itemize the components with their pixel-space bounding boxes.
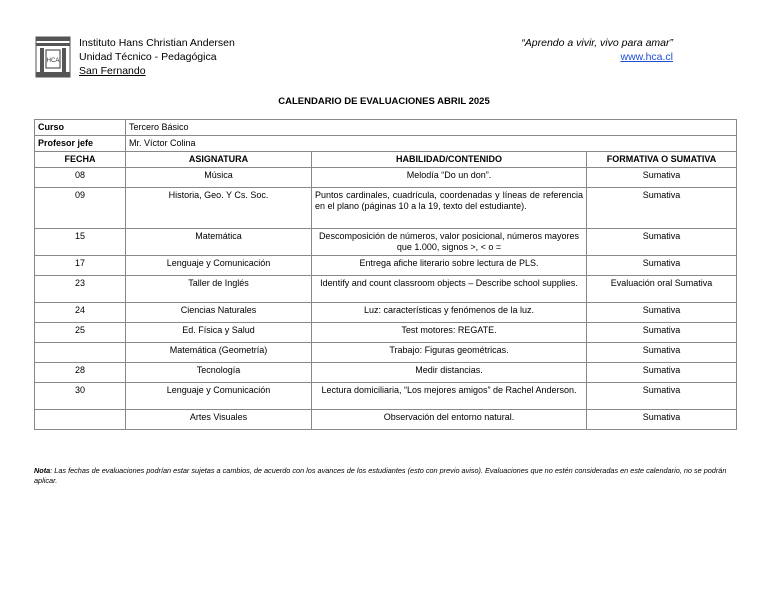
curso-row — [35, 120, 737, 136]
cell-tipo: Sumativa — [587, 303, 737, 323]
cell-asignatura: Ciencias Naturales — [126, 303, 312, 323]
profesor-value: Mr. Víctor Colina — [126, 136, 737, 152]
cell-contenido: Test motores: REGATE. — [312, 323, 587, 343]
cell-asignatura: Lenguaje y Comunicación — [126, 256, 312, 276]
note-text: : Las fechas de evaluaciones podrían estar sujetas a cambios, de acuerdo con los avances de los estudiantes (esto con previo aviso). Evaluaciones que no estén consideradas en este calendario, no se podrán aplicar. — [34, 466, 727, 485]
table-row — [35, 363, 737, 383]
page-title: CALENDARIO DE EVALUACIONES ABRIL 2025 — [278, 96, 490, 107]
column-header-fecha: FECHA — [35, 152, 126, 168]
website-link[interactable]: www.hca.cl — [620, 51, 673, 63]
cell-tipo: Sumativa — [587, 168, 737, 188]
cell-asignatura: Historia, Geo. Y Cs. Soc. — [126, 188, 312, 229]
cell-asignatura: Matemática — [126, 229, 312, 256]
column-header-contenido: HABILIDAD/CONTENIDO — [312, 152, 587, 168]
cell-asignatura: Artes Visuales — [126, 410, 312, 430]
cell-tipo: Evaluación oral Sumativa — [587, 276, 737, 303]
cell-tipo: Sumativa — [587, 343, 737, 363]
table-row — [35, 303, 737, 323]
cell-asignatura: Matemática (Geometría) — [126, 343, 312, 363]
cell-contenido: Melodía “Do un don”. — [312, 168, 587, 188]
cell-asignatura: Lenguaje y Comunicación — [126, 383, 312, 410]
cell-contenido: Observación del entorno natural. — [312, 410, 587, 430]
table-row — [35, 276, 737, 303]
cell-tipo: Sumativa — [587, 188, 737, 229]
cell-asignatura: Tecnología — [126, 363, 312, 383]
cell-contenido: Luz: características y fenómenos de la luz. — [312, 303, 587, 323]
cell-fecha: 17 — [35, 256, 126, 276]
institution-name: Instituto Hans Christian Andersen — [79, 37, 235, 49]
curso-label: Curso — [35, 120, 126, 136]
column-header-asignatura: ASIGNATURA — [126, 152, 312, 168]
evaluation-table — [34, 119, 737, 430]
cell-tipo: Sumativa — [587, 363, 737, 383]
cell-asignatura: Taller de Inglés — [126, 276, 312, 303]
profesor-row — [35, 136, 737, 152]
cell-contenido: Puntos cardinales, cuadrícula, coordenadas y líneas de referencia en el plano (páginas 10 a la 19, texto del estudiante). — [312, 188, 587, 229]
column-header-tipo: FORMATIVA O SUMATIVA — [587, 152, 737, 168]
cell-contenido: Lectura domiciliaria, “Los mejores amigos” de Rachel Anderson. — [312, 383, 587, 410]
cell-contenido: Trabajo: Figuras geométricas. — [312, 343, 587, 363]
cell-contenido: Medir distancias. — [312, 363, 587, 383]
motto-block — [521, 36, 673, 64]
cell-tipo: Sumativa — [587, 383, 737, 410]
city-name: San Fernando — [79, 65, 146, 77]
profesor-label: Profesor jefe — [35, 136, 126, 152]
cell-contenido: Descomposición de números, valor posicional, números mayores que 1.000, signos >, < o = — [312, 229, 587, 256]
cell-tipo: Sumativa — [587, 256, 737, 276]
school-logo-icon — [35, 36, 71, 78]
table-row — [35, 256, 737, 276]
cell-fecha: 25 — [35, 323, 126, 343]
cell-tipo: Sumativa — [587, 323, 737, 343]
cell-fecha — [35, 410, 126, 430]
institution-block — [79, 36, 235, 78]
cell-fecha: 23 — [35, 276, 126, 303]
cell-asignatura: Ed. Física y Salud — [126, 323, 312, 343]
table-row — [35, 343, 737, 363]
cell-fecha: 09 — [35, 188, 126, 229]
cell-fecha — [35, 343, 126, 363]
unit-name: Unidad Técnico - Pedagógica — [79, 51, 217, 63]
table-row — [35, 383, 737, 410]
cell-fecha: 30 — [35, 383, 126, 410]
cell-fecha: 24 — [35, 303, 126, 323]
cell-asignatura: Música — [126, 168, 312, 188]
footnote — [34, 466, 738, 486]
cell-contenido: Identify and count classroom objects – Describe school supplies. — [312, 276, 587, 303]
table-row — [35, 168, 737, 188]
cell-tipo: Sumativa — [587, 410, 737, 430]
note-label: Nota — [34, 466, 51, 475]
cell-contenido: Entrega afiche literario sobre lectura de PLS. — [312, 256, 587, 276]
cell-tipo: Sumativa — [587, 229, 737, 256]
curso-value: Tercero Básico — [126, 120, 737, 136]
cell-fecha: 08 — [35, 168, 126, 188]
header-row — [35, 152, 737, 168]
table-row — [35, 410, 737, 430]
table-row — [35, 188, 737, 229]
logo-text: HCA — [46, 58, 60, 64]
motto-text: “Aprendo a vivir, vivo para amar” — [521, 37, 673, 49]
cell-fecha: 28 — [35, 363, 126, 383]
table-row — [35, 323, 737, 343]
table-row — [35, 229, 737, 256]
cell-fecha: 15 — [35, 229, 126, 256]
